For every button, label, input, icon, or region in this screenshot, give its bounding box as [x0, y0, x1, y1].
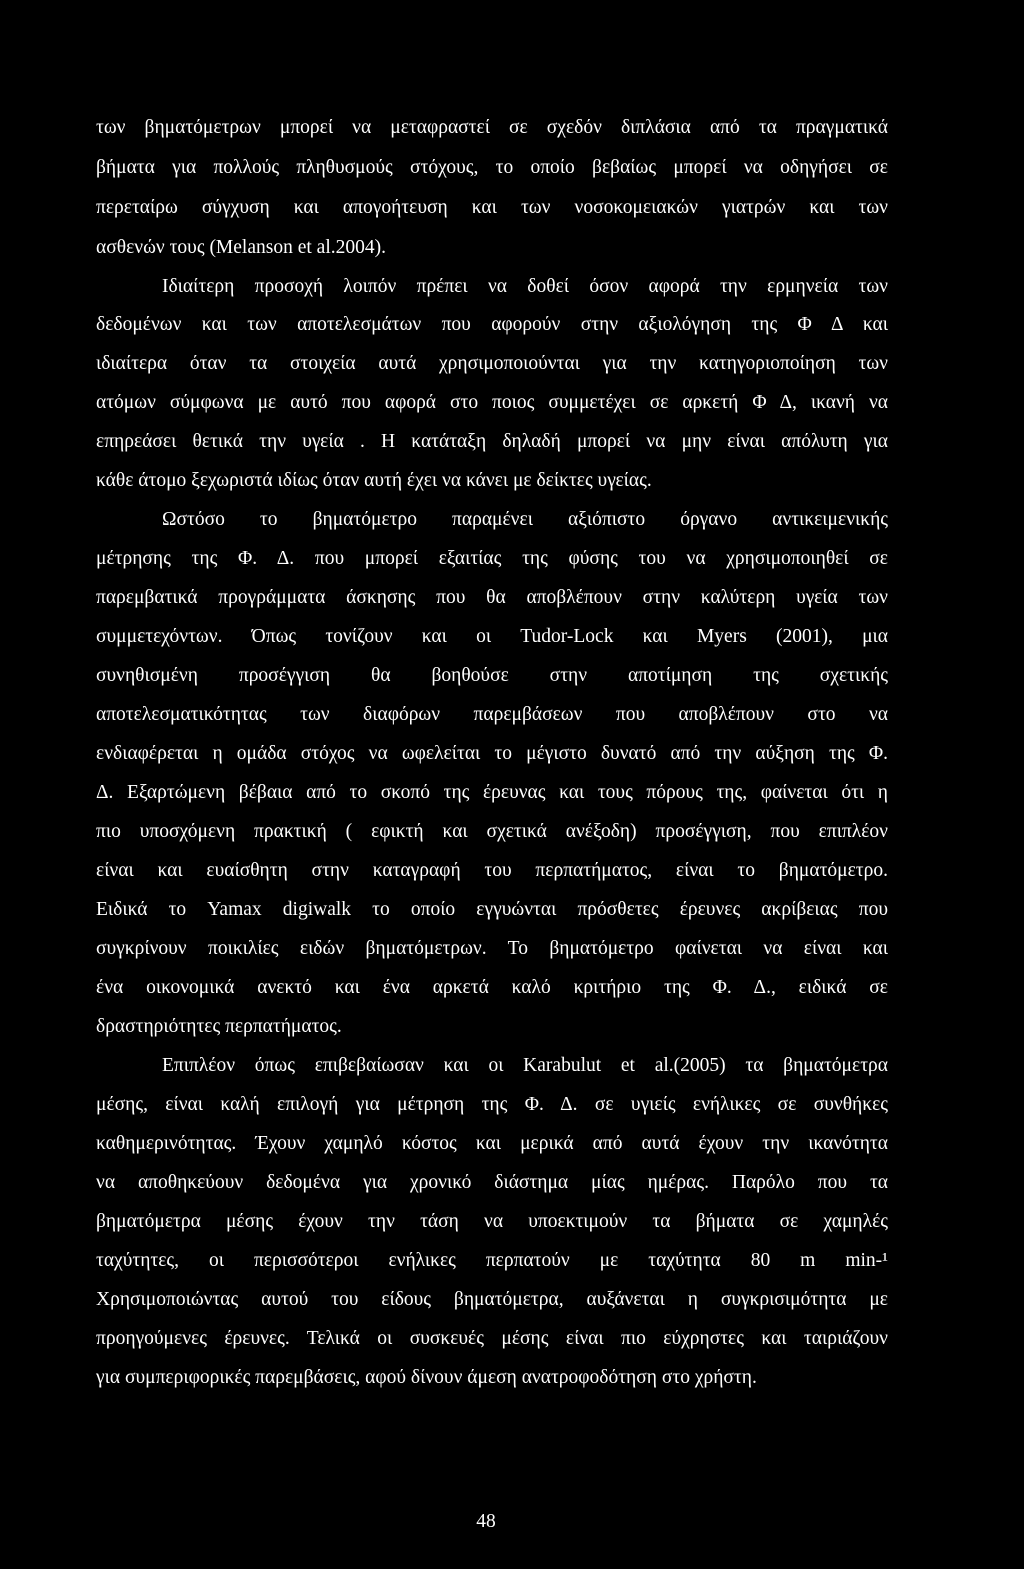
paragraph-first-line: Ιδιαίτερη προσοχή λοιπόν πρέπει να δοθεί όσον αφορά την ερμηνεία των [162, 276, 888, 297]
body-text-line: βηματόμετρα μέσης έχουν την τάση να υποεκτιμούν τα βήματα σε χαμηλές [96, 1211, 888, 1232]
body-text-line: ένα οικονομικά ανεκτό και ένα αρκετά καλό κριτήριο της Φ. Δ., ειδικά σε [96, 977, 888, 998]
body-text-line: ενδιαφέρεται η ομάδα στόχος να ωφελείται το μέγιστο δυνατό από την αύξηση της Φ. [96, 743, 888, 764]
body-text-line: για συμπεριφορικές παρεμβάσεις, αφού δίνουν άμεση ανατροφοδότηση στο χρήστη. [96, 1367, 757, 1388]
body-text-line: Χρησιμοποιώντας αυτού του είδους βηματόμετρα, αυξάνεται η συγκρισιμότητα με [96, 1289, 888, 1310]
body-text-line: περεταίρω σύγχυση και απογοήτευση και των νοσοκομειακών γιατρών και των [96, 197, 888, 218]
body-text-line: ατόμων σύμφωνα με αυτό που αφορά στο ποιος συμμετέχει σε αρκετή Φ Δ, ικανή να [96, 392, 888, 413]
body-text-line: ιδιαίτερα όταν τα στοιχεία αυτά χρησιμοποιούνται για την κατηγοριοποίηση των [96, 353, 888, 374]
body-text-line: αποτελεσματικότητας των διαφόρων παρεμβάσεων που αποβλέπουν στο να [96, 704, 888, 725]
paragraph-first-line: Επιπλέον όπως επιβεβαίωσαν και οι Karabulut et al.(2005) τα βηματόμετρα [162, 1055, 888, 1076]
body-text-line: δραστηριότητες περπατήματος. [96, 1016, 342, 1037]
body-text-line: συμμετεχόντων. Όπως τονίζουν και οι Tudor-Lock και Myers (2001), μια [96, 626, 888, 647]
body-text-line: συγκρίνουν ποικιλίες ειδών βηματόμετρων. Το βηματόμετρο φαίνεται να είναι και [96, 938, 888, 959]
body-text-line: προηγούμενες έρευνες. Τελικά οι συσκευές μέσης είναι πιο εύχρηστες και ταιριάζουν [96, 1328, 888, 1349]
paragraph-first-line: Ωστόσο το βηματόμετρο παραμένει αξιόπιστο όργανο αντικειμενικής [162, 509, 888, 530]
body-text-line: ταχύτητες, οι περισσότεροι ενήλικες περπατούν με ταχύτητα 80 m min-¹ [96, 1250, 888, 1271]
body-text-line: συνηθισμένη προσέγγιση θα βοηθούσε στην αποτίμηση της σχετικής [96, 665, 888, 686]
body-text-line: μέτρησης της Φ. Δ. που μπορεί εξαιτίας της φύσης του να χρησιμοποιηθεί σε [96, 548, 888, 569]
body-text-line: μέσης, είναι καλή επιλογή για μέτρηση της Φ. Δ. σε υγιείς ενήλικες σε συνθήκες [96, 1094, 888, 1115]
body-text-line: καθημερινότητας. Έχουν χαμηλό κόστος και μερικά από αυτά έχουν την ικανότητα [96, 1133, 888, 1154]
body-text-line: επηρεάσει θετικά την υγεία . Η κατάταξη δηλαδή μπορεί να μην είναι απόλυτη για [96, 431, 888, 452]
body-text-line: πιο υποσχόμενη πρακτική ( εφικτή και σχετικά ανέξοδη) προσέγγιση, που επιπλέον [96, 821, 888, 842]
body-text-line: Δ. Εξαρτώμενη βέβαια από το σκοπό της έρευνας και τους πόρους της, φαίνεται ότι η [96, 782, 888, 803]
body-text-line: κάθε άτομο ξεχωριστά ιδίως όταν αυτή έχει να κάνει με δείκτες υγείας. [96, 470, 652, 491]
body-text-line: να αποθηκεύουν δεδομένα για χρονικό διάστημα μίας ημέρας. Παρόλο που τα [96, 1172, 888, 1193]
body-text-line: είναι και ευαίσθητη στην καταγραφή του περπατήματος, είναι το βηματόμετρο. [96, 860, 888, 881]
body-text-line: Ειδικά το Yamax digiwalk το οποίο εγγυώνται πρόσθετες έρευνες ακρίβειας που [96, 899, 888, 920]
body-text-line: των βηματόμετρων μπορεί να μεταφραστεί σε σχεδόν διπλάσια από τα πραγματικά [96, 117, 888, 138]
body-text-line: βήματα για πολλούς πληθυσμούς στόχους, το οποίο βεβαίως μπορεί να οδηγήσει σε [96, 157, 888, 178]
body-text-line: παρεμβατικά προγράμματα άσκησης που θα αποβλέπουν στην καλύτερη υγεία των [96, 587, 888, 608]
body-text-line: δεδομένων και των αποτελεσμάτων που αφορούν στην αξιολόγηση της Φ Δ και [96, 314, 888, 335]
body-text-line: ασθενών τους (Melanson et al.2004). [96, 237, 386, 258]
page-number: 48 [476, 1511, 496, 1532]
